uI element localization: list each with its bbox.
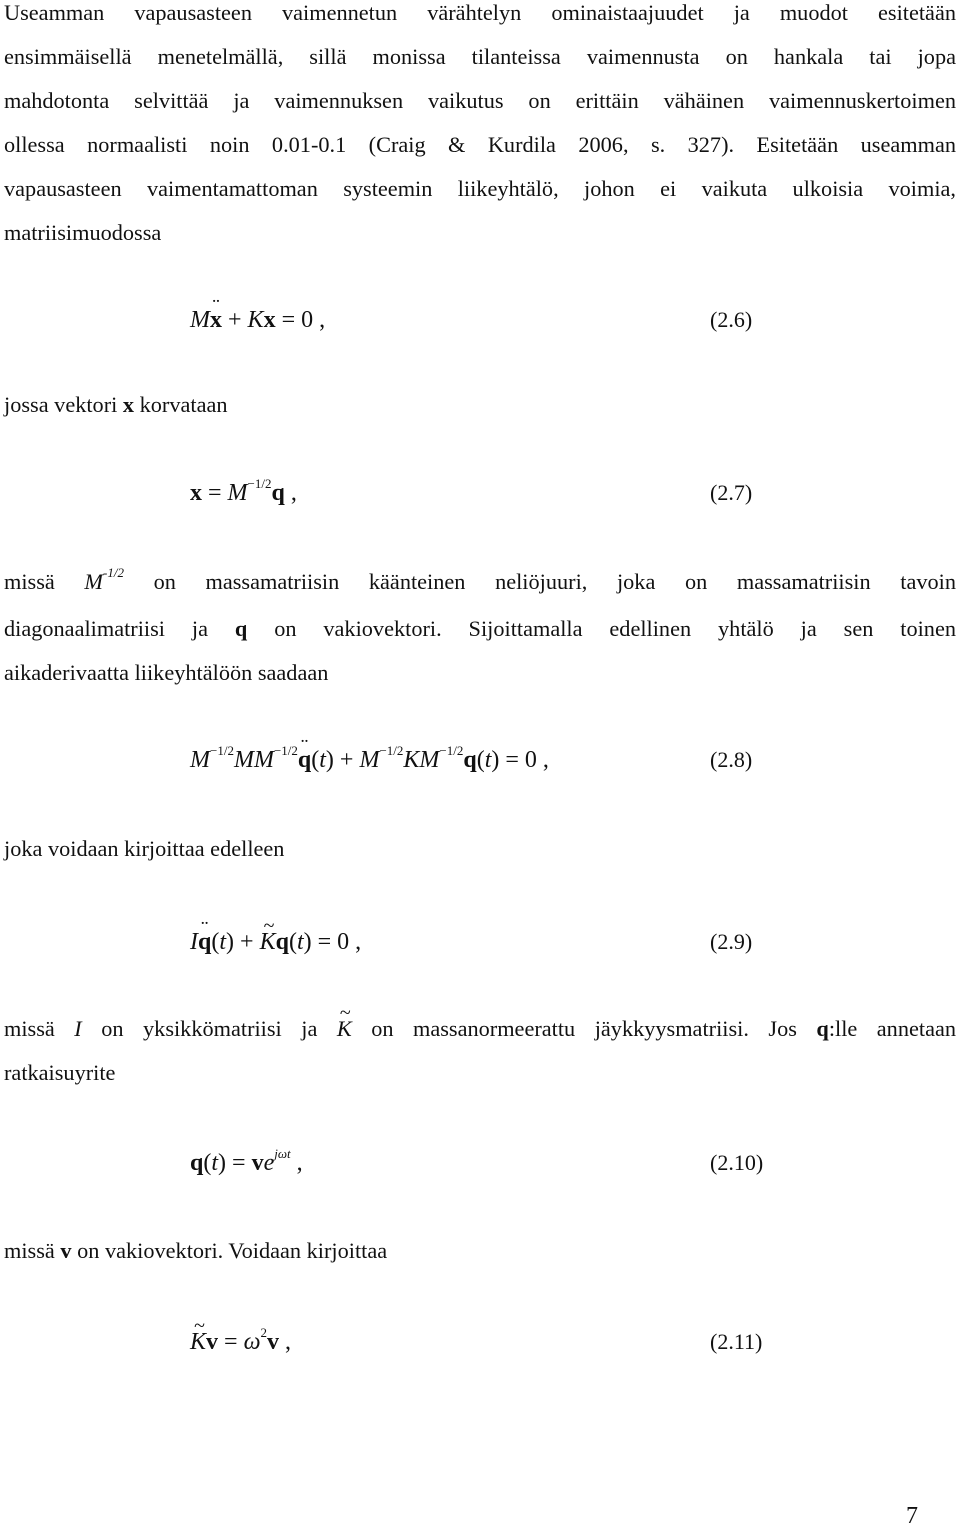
text-line: mahdotonta selvittää ja vaimennuksen vaikutus on erittäin vähäinen vaimennuskertoimen — [4, 88, 956, 113]
equation-2-6: M¨ x + Kx = 0 , — [190, 305, 325, 335]
text-line: missä $M^{-1/2}$ on massamatriisin käänteinen neliöjuuri, joka on massamatriisin tavoin — [4, 565, 956, 594]
paragraph-intro — [4, 0, 956, 255]
text-line: jossa vektori x korvataan — [4, 392, 228, 417]
equation-2-10: $q(t) = ve^{j\omega t}$ , — [190, 1146, 303, 1176]
equation-number: (2.6) — [710, 307, 753, 332]
page-number: 7 — [906, 1503, 918, 1529]
paragraph-substitution — [4, 383, 956, 427]
paragraph-constant-vector — [4, 1229, 956, 1273]
text-line: joka voidaan kirjoittaa edelleen — [4, 836, 285, 861]
text-line: Useamman vapausasteen vaimennetun värähtelyn ominaistaajuudet ja muodot esitetään — [4, 0, 956, 25]
paragraph-mass-matrix — [4, 560, 956, 695]
equation-number: (2.11) — [710, 1329, 763, 1354]
equation-number: (2.7) — [710, 480, 753, 505]
text-line: missä I on yksikkömatriisi ja ~ K on massanormeerattu jäykkyysmatriisi. Jos q:lle annetaan — [4, 1007, 956, 1051]
text-line: ollessa normaalisti noin 0.01-0.1 (Craig & Kurdila 2006, s. 327). Esitetään useamman — [4, 132, 956, 157]
equation-2-7: $x = M^{-1/2}q$ , — [190, 476, 297, 506]
text-line: diagonaalimatriisi ja q on vakiovektori. Sijoittamalla edellinen yhtälö ja sen toinen — [4, 616, 956, 641]
paragraph-rewrite — [4, 827, 956, 871]
vector-symbol: x — [122, 392, 135, 417]
equation-2-8: $M^{-1/2}MM^{-1/2}¨$ $q(t) + M^{-1/2}KM^{-1/2}q(t) = 0$ , — [190, 745, 549, 778]
text-line: missä v on vakiovektori. Voidaan kirjoittaa — [4, 1238, 388, 1263]
text-line: ensimmäisellä menetelmällä, sillä monissa tilanteissa vaimennusta on hankala tai jopa — [4, 44, 956, 69]
paragraph-identity — [4, 1007, 956, 1095]
text-line: matriisimuodossa — [4, 220, 162, 245]
text-line: ratkaisuyrite — [4, 1060, 116, 1085]
equation-number: (2.10) — [710, 1150, 764, 1175]
text-line: aikaderivaatta liikeyhtälöön saadaan — [4, 660, 329, 685]
equation-2-9: I¨ q(t) + ~ Kq(t) = 0 , — [190, 927, 361, 957]
text-line: vapausasteen vaimentamattoman systeemin liikeyhtälö, johon ei vaikuta ulkoisia voimia, — [4, 176, 956, 201]
equation-2-11: ~ $Kv = \omega^2v$ , — [190, 1327, 291, 1360]
equation-number: (2.9) — [710, 929, 753, 954]
equation-number: (2.8) — [710, 747, 753, 772]
